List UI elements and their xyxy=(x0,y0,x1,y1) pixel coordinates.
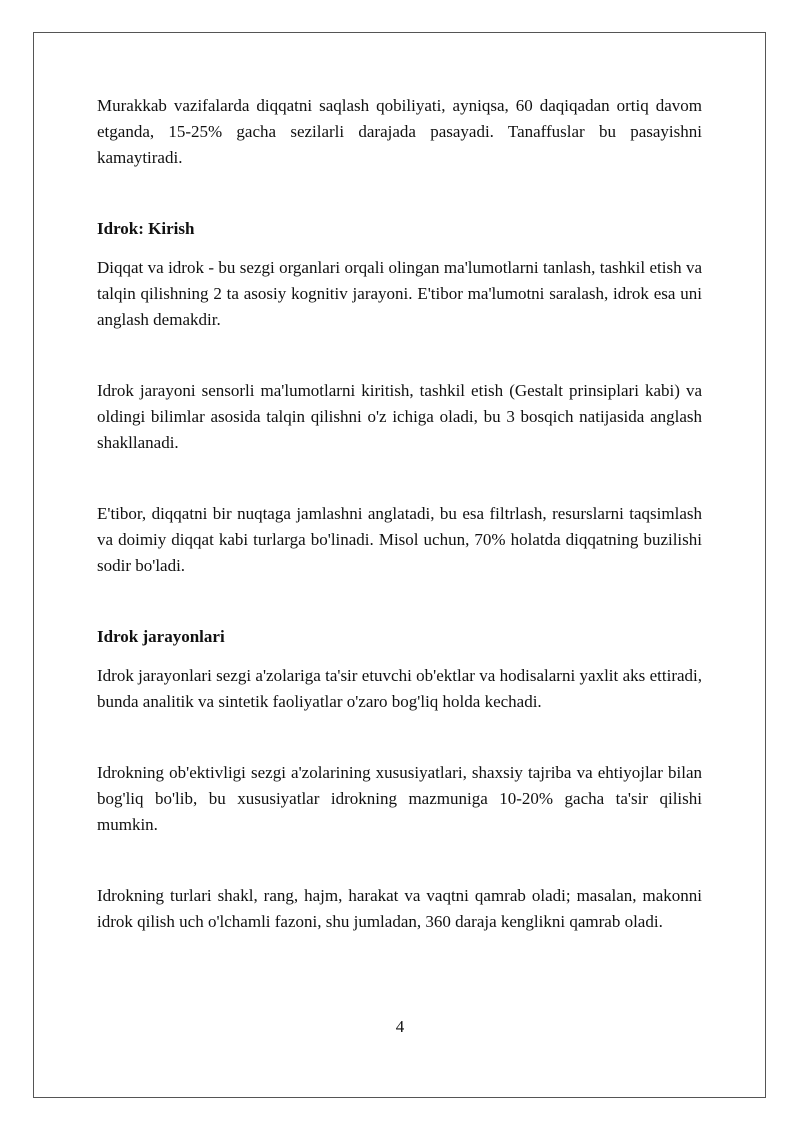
paragraph-attention-perception-intro: Diqqat va idrok - bu sezgi organlari orqali olingan ma'lumotlarni tanlash, tashkil etish va talqin qilishning 2 ta asosiy kognitiv jarayoni. E'tibor ma'lumotni saralash, idrok esa uni anglash demakdir. xyxy=(97,258,702,329)
page-number: 4 xyxy=(395,1017,405,1036)
heading-idrok-jarayonlari: Idrok jarayonlari xyxy=(97,627,225,646)
paragraph-attention-types: E'tibor, diqqatni bir nuqtaga jamlashni anglatadi, bu esa filtrlash, resurslarni taqsimlash va doimiy diqqat kabi turlarga bo'linadi. Misol uchun, 70% holatda diqqatning buzilishi sodir bo'ladi. xyxy=(97,504,702,575)
paragraph-perception-objectivity: Idrokning ob'ektivligi sezgi a'zolarining xususiyatlari, shaxsiy tajriba va ehtiyojlar bilan bog'liq bo'lib, bu xususiyatlar idrokning mazmuniga 10-20% gacha ta'sir qilishi mumkin. xyxy=(97,763,702,834)
paragraph-perception-processes: Idrok jarayonlari sezgi a'zolariga ta'sir etuvchi ob'ektlar va hodisalarni yaxlit aks ettiradi, bunda analitik va sintetik faoliyatlar o'zaro bog'liq holda kechadi. xyxy=(97,666,702,711)
paragraph-attention-retention: Murakkab vazifalarda diqqatni saqlash qobiliyati, ayniqsa, 60 daqiqadan ortiq davom etganda, 15-25% gacha sezilarli darajada pasayadi. Tanaffuslar bu pasayishni kamaytiradi. xyxy=(97,96,702,167)
paragraph-perception-process: Idrok jarayoni sensorli ma'lumotlarni kiritish, tashkil etish (Gestalt prinsiplari kabi) va oldingi bilimlar asosida talqin qilishni o'z ichiga oladi, bu 3 bosqich natijasida anglash shakllanadi. xyxy=(97,381,702,452)
heading-idrok-kirish: Idrok: Kirish xyxy=(97,219,195,238)
page-content xyxy=(97,93,702,935)
paragraph-perception-types: Idrokning turlari shakl, rang, hajm, harakat va vaqtni qamrab oladi; masalan, makonni idrok qilish uch o'lchamli fazoni, shu jumladan, 360 daraja kenglikni qamrab oladi. xyxy=(97,886,702,931)
